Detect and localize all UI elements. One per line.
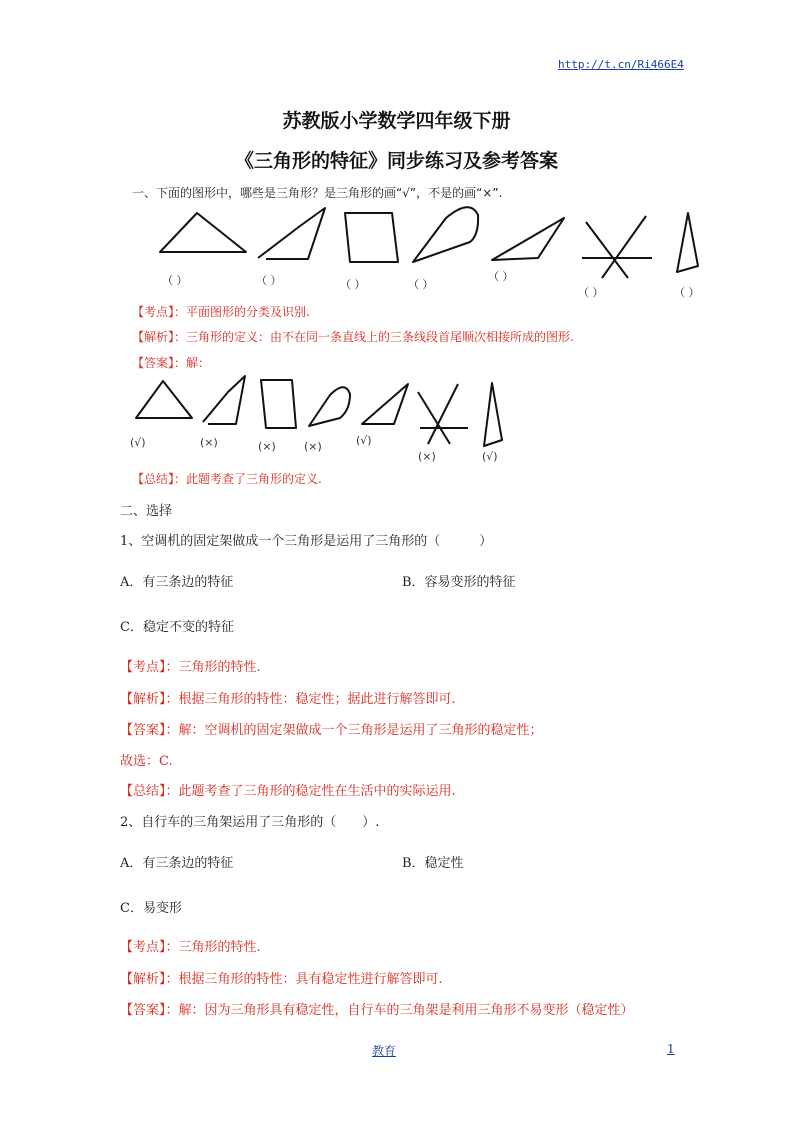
answer-figure-7 (484, 383, 502, 446)
footer-link[interactable]: 教育 (372, 1044, 397, 1058)
q1-blank-1: （ ） (162, 274, 188, 287)
q1-daan (132, 354, 210, 371)
q1-jiexi (132, 328, 574, 345)
answer-figure-4 (309, 387, 350, 426)
q1-answer-4: (×) (304, 440, 322, 453)
q1-prompt: 一、下面的图形中，哪些是三角形？是三角形的画“√”，不是的画“×”. (132, 186, 503, 200)
q2-1-zongjie: 【总结】：此题考查了三角形的稳定性在生活中的实际运用. (120, 784, 456, 799)
q1-zongjie-text: ：此题考查了三角形的定义. (174, 472, 322, 486)
q2-2-option-b: B．稳定性 (402, 856, 464, 871)
q1-kaodian-label: 【考点】 (132, 305, 175, 319)
q1-blank-7: （ ） (674, 286, 700, 299)
q2-1-daan: 【答案】：解：空调机的固定架做成一个三角形是运用了三角形的稳定性； (120, 723, 543, 738)
q2-1-option-b: B．容易变形的特征 (402, 575, 516, 590)
q1-jiexi-label: 【解析】 (132, 330, 175, 344)
q2-1-option-a: A．有三条边的特征 (120, 575, 234, 590)
page-subtitle: 《三角形的特征》同步练习及参考答案 (234, 150, 558, 172)
q2-2-daan: 【答案】：解：因为三角形具有稳定性，自行车的三角架是利用三角形不易变形（稳定性） (120, 1003, 634, 1018)
q1-blank-3: （ ） (340, 278, 366, 291)
section2-heading: 二、选择 (120, 504, 173, 519)
figure-4-curved-shape (413, 207, 478, 262)
q2-2-kaodian: 【考点】：三角形的特性. (120, 940, 261, 955)
answer-figure-2 (203, 376, 245, 424)
q2-1-guxuan: 故选：C. (120, 754, 173, 769)
q1-zongjie (132, 470, 322, 487)
q1-kaodian (132, 303, 310, 320)
q1-daan-label: 【答案】 (132, 356, 175, 370)
q2-1-option-c: C．稳定不变的特征 (120, 620, 234, 635)
figure-6-crossed-lines (582, 216, 652, 278)
figure-3-parallelogram (345, 213, 398, 262)
q1-kaodian-text: ：平面图形的分类及识别. (174, 305, 310, 319)
q1-blank-6: （ ） (578, 286, 604, 299)
q1-answer-3: (×) (258, 440, 276, 453)
q2-2-jiexi: 【解析】：根据三角形的特性：具有稳定性进行解答即可. (120, 972, 443, 987)
answer-figure-3 (261, 380, 296, 428)
page-number: 1 (667, 1042, 675, 1056)
answer-figure-5 (362, 384, 408, 424)
header-url[interactable]: http://t.cn/Ri466E4 (558, 58, 684, 71)
q2-1-kaodian: 【考点】：三角形的特性. (120, 660, 261, 675)
q1-daan-text: ：解： (174, 356, 211, 370)
q2-1-jiexi: 【解析】：根据三角形的特性：稳定性；据此进行解答即可. (120, 692, 456, 707)
q1-answer-5: (√) (356, 434, 372, 447)
q2-2-option-a: A．有三条边的特征 (120, 856, 234, 871)
q1-answer-2: (×) (200, 436, 218, 449)
answer-figure-1 (136, 381, 192, 418)
q2-2-stem: 2、自行车的三角架运用了三角形的（ ）. (120, 815, 380, 830)
page-title: 苏教版小学数学四年级下册 (282, 110, 511, 132)
q1-blank-2: （ ） (256, 274, 282, 287)
figure-1-triangle (160, 213, 246, 252)
figure-7-thin-triangle (677, 213, 698, 272)
q1-answer-6: (×) (418, 450, 436, 463)
figure-2-open-triangle (258, 208, 325, 259)
q1-zongjie-label: 【总结】 (132, 472, 175, 486)
q1-answer-1: (√) (130, 436, 146, 449)
q1-jiexi-text: ：三角形的定义：由不在同一条直线上的三条线段首尾顺次相接所成的图形. (174, 330, 574, 344)
answer-figure-6 (418, 384, 468, 444)
figure-5-triangle (492, 218, 564, 260)
q1-blank-5: （ ） (488, 270, 514, 283)
q2-2-option-c: C．易变形 (120, 901, 182, 916)
q1-answer-7: (√) (482, 450, 498, 463)
q1-blank-4: （ ） (408, 278, 434, 291)
q2-1-stem: 1、空调机的固定架做成一个三角形是运用了三角形的（ ） (120, 534, 493, 549)
